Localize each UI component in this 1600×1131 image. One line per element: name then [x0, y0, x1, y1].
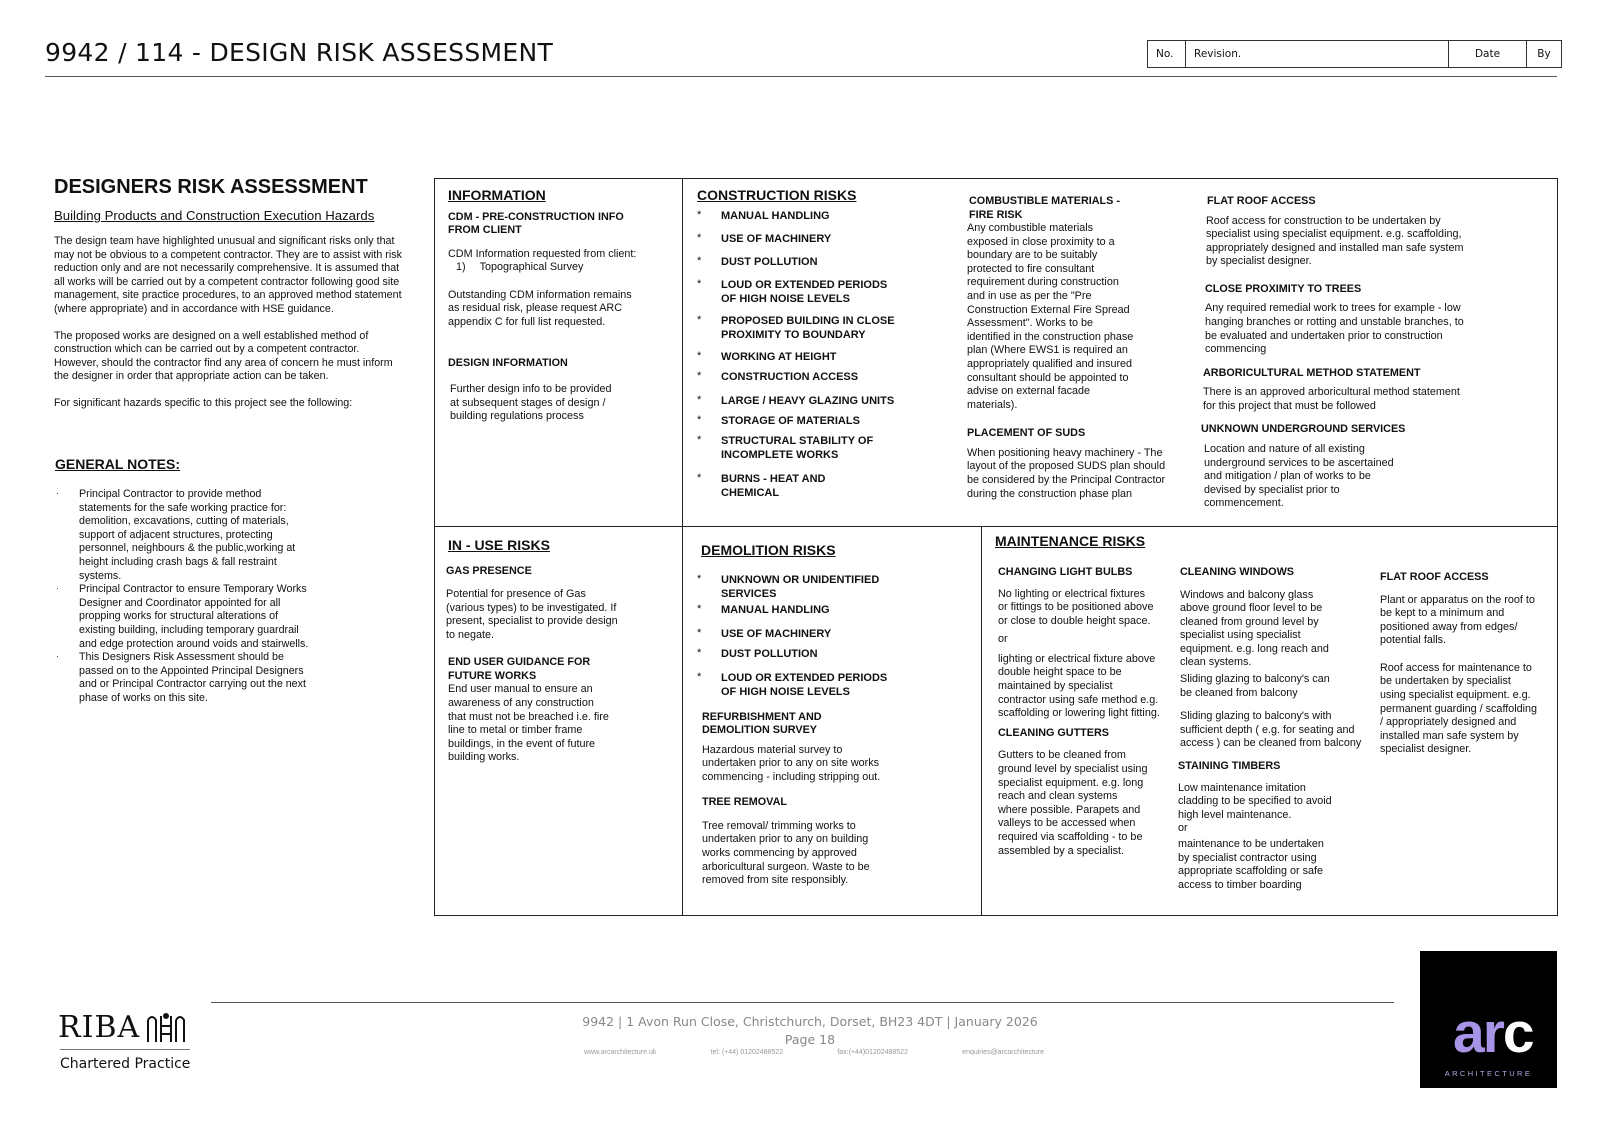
arb-heading: ARBORICULTURAL METHOD STATEMENT — [1203, 366, 1421, 379]
bulbs-heading: CHANGING LIGHT BULBS — [998, 566, 1133, 578]
text-line: Construction External Fire Spread — [967, 303, 1130, 316]
bullet: · — [56, 583, 59, 594]
risk-text: STORAGE OF MATERIALS — [721, 414, 860, 427]
text-line: Gutters to be cleaned from — [998, 749, 1126, 762]
text-line: REFURBISHMENT AND — [702, 710, 822, 723]
text-line: be cleaned from balcony — [1180, 686, 1298, 699]
risk-text: DUST POLLUTION — [721, 647, 818, 660]
maintenance-col-1 — [998, 566, 1178, 858]
text-line: or close to double height space. — [998, 614, 1151, 627]
text-line: contractor using safe method e.g. — [998, 693, 1159, 706]
windows-text-3 — [1178, 710, 1378, 751]
risk-text: CONSTRUCTION ACCESS — [721, 370, 859, 383]
text-line: personnel, neighbours & the public,working at — [79, 542, 296, 555]
risk-item — [697, 278, 947, 306]
text-line: be evaluated and undertaken prior to construction — [1205, 329, 1443, 342]
text-line: cleaned from ground level by — [1180, 615, 1319, 628]
refurb-heading — [697, 711, 967, 738]
intro-paragraph-1 — [54, 235, 428, 317]
revision-header: Revision. — [1186, 41, 1449, 68]
text-line: Sliding glazing to balcony's can — [1180, 673, 1330, 686]
maint-flat-roof-heading: FLAT ROOF ACCESS — [1380, 571, 1489, 583]
text-line: height including crash bags & fall restraint — [79, 555, 277, 568]
text-line: at subsequent stages of design / — [450, 396, 606, 409]
underground-text — [1203, 443, 1503, 511]
intro-heading: DESIGNERS RISK ASSESSMENT — [54, 176, 368, 198]
risk-grid — [434, 178, 1558, 916]
text-line: lighting or electrical fixture above — [998, 652, 1156, 665]
suds-heading: PLACEMENT OF SUDS — [967, 427, 1086, 440]
construction-right-section — [1203, 195, 1503, 511]
text-line: support of adjacent structures, protecting — [79, 528, 273, 541]
combustible-heading — [967, 195, 1187, 222]
text-line: access to timber boarding — [1178, 878, 1302, 891]
risk-text: PROXIMITY TO BOUNDARY — [721, 328, 866, 341]
windows-heading: CLEANING WINDOWS — [1180, 566, 1294, 578]
risk-text: INCOMPLETE WORKS — [721, 448, 839, 461]
footer-address: 9942 | 1 Avon Run Close, Christchurch, Dorset, BH23 4DT | January 2026 — [582, 1014, 1038, 1029]
bullet-star: * — [697, 471, 702, 484]
bullet-star: * — [697, 670, 702, 683]
bullet: · — [56, 488, 59, 498]
text-line: cladding to be specified to avoid — [1178, 795, 1332, 808]
text-line: Roof access for construction to be undertaken by — [1206, 214, 1441, 227]
website-link[interactable]: www.arcarchitecture.uk — [584, 1049, 657, 1056]
text-line: However, should the contractor find any area of concern he must inform — [54, 356, 393, 369]
intro-paragraph-2 — [54, 330, 428, 384]
tree-removal-heading: TREE REMOVAL — [702, 796, 787, 809]
text-line: specialist designer. — [1380, 743, 1472, 756]
in-use-risks-section — [448, 539, 673, 765]
text-line: ground level by specialist using — [998, 762, 1148, 775]
text-line: propping works for structural alterations of — [79, 610, 278, 623]
text-line: boundary are to be suitably — [967, 249, 1098, 262]
risk-item — [697, 394, 947, 408]
demolition-risks-section — [697, 544, 967, 888]
risk-text: OF HIGH NOISE LEVELS — [721, 685, 850, 698]
risk-item — [697, 434, 947, 462]
text-line: Any required remedial work to trees for example - low — [1205, 302, 1461, 315]
cdm-heading — [448, 211, 673, 238]
text-line: the designer in order that appropriate action can be taken. — [54, 370, 329, 383]
text-line: The design team have highlighted unusual and significant risks only that — [54, 235, 395, 247]
text-line: equipment. e.g. long reach and — [1180, 642, 1329, 655]
cdm-requested: CDM Information requested from client: — [448, 247, 637, 260]
text-line: be considered by the Principal Contractor — [967, 474, 1166, 486]
text-line: Roof access for maintenance to — [1380, 661, 1532, 674]
text-line: installed man safe system by — [1380, 729, 1519, 742]
riba-logo — [58, 1010, 198, 1072]
text-line: End user manual to ensure an — [448, 683, 593, 696]
underground-heading: UNKNOWN UNDERGROUND SERVICES — [1201, 423, 1406, 436]
combustible-text — [967, 222, 1187, 412]
risk-text: DUST POLLUTION — [721, 255, 818, 268]
text-line: positioned away from edges/ — [1380, 620, 1518, 633]
risk-text: USE OF MACHINERY — [721, 232, 832, 245]
general-note-text — [79, 651, 306, 704]
text-line: buildings, in the event of future — [448, 737, 596, 750]
text-line: specialist equipment. e.g. long — [998, 776, 1144, 789]
bullet-star: * — [697, 646, 702, 659]
arc-logo — [1420, 951, 1557, 1088]
demolition-risk-list — [697, 573, 967, 699]
text-line: underground services to be ascertained — [1204, 456, 1394, 469]
revision-date-header: Date — [1449, 41, 1527, 68]
text-line: Assessment". Works to be — [967, 317, 1094, 330]
grid-divider — [435, 526, 1557, 527]
gutters-heading: CLEANING GUTTERS — [998, 726, 1109, 739]
bullet-star: * — [697, 208, 702, 221]
bulbs-text-2 — [998, 653, 1178, 721]
bulbs-or: or — [998, 633, 1008, 646]
logo-letters-accent: ar — [1453, 1001, 1503, 1065]
windows-text-1 — [1178, 589, 1378, 671]
text-line: arboricultural surgeon. Waste to be — [702, 860, 870, 873]
intro-section — [54, 176, 428, 424]
maintenance-col-2 — [1178, 566, 1378, 892]
risk-text: LARGE / HEAVY GLAZING UNITS — [721, 394, 895, 407]
cdm-item-text: Topographical Survey — [479, 261, 584, 274]
bullet: · — [56, 651, 59, 662]
text-line: END USER GUIDANCE FOR — [448, 656, 591, 669]
tree-removal-text — [697, 820, 967, 888]
maintenance-col-3 — [1380, 571, 1558, 757]
bullet-star: * — [697, 254, 702, 267]
text-line: DEMOLITION SURVEY — [702, 724, 817, 736]
gas-text — [446, 588, 673, 642]
demolition-title: DEMOLITION RISKS — [701, 542, 836, 558]
text-line: Sliding glazing to balcony's with — [1180, 710, 1332, 723]
text-line: appropriate scaffolding or safe — [1178, 865, 1324, 878]
text-line: demolition, excavations, cutting of materials, — [79, 515, 289, 528]
text-line: CDM - PRE-CONSTRUCTION INFO — [448, 210, 624, 223]
text-line: (where appropriate) and in accordance with HSE guidance. — [54, 302, 334, 315]
risk-text: USE OF MACHINERY — [721, 627, 832, 640]
text-line: by specialist contractor using — [1178, 851, 1317, 864]
text-line: and edge protection around voids and stairwells. — [79, 637, 309, 650]
text-line: No lighting or electrical fixtures — [998, 587, 1146, 600]
risk-item — [697, 671, 967, 699]
text-line: exposed in close proximity to a — [967, 235, 1115, 248]
bullet-star: * — [697, 393, 702, 406]
text-line: clean systems. — [1180, 656, 1252, 669]
design-info-heading: DESIGN INFORMATION — [448, 357, 568, 370]
text-line: building regulations process — [450, 410, 584, 423]
text-line: above ground floor level to be — [1180, 602, 1323, 615]
text-line: line to metal or timber frame — [448, 724, 583, 737]
risk-item — [697, 255, 947, 269]
intro-paragraph-3: For significant hazards specific to this project see the following: — [54, 396, 353, 409]
logo-wordmark — [1453, 1003, 1533, 1063]
construction-title: CONSTRUCTION RISKS — [697, 187, 857, 203]
text-line: as residual risk, please request ARC — [448, 302, 623, 315]
intro-subheading: Building Products and Construction Execution Hazards — [54, 208, 375, 223]
general-notes-list — [55, 488, 345, 706]
text-line: plan (Where EWS1 is required an — [967, 344, 1128, 357]
general-notes-heading: GENERAL NOTES: — [55, 456, 180, 472]
construction-risk-list — [697, 209, 947, 500]
text-line: for this project that must be followed — [1203, 399, 1376, 412]
timbers-text-1 — [1178, 782, 1378, 823]
page-title: 9942 / 114 - DESIGN RISK ASSESSMENT — [45, 38, 554, 67]
fax: fax:(+44)01202488522 — [837, 1049, 908, 1056]
risk-text: BURNS - HEAT AND — [721, 472, 826, 485]
risk-item — [697, 603, 967, 617]
text-line: building works. — [448, 751, 520, 764]
text-line: that must not be breached i.e. fire — [448, 710, 609, 723]
maint-flat-roof-text-1 — [1380, 594, 1558, 648]
design-info-text — [448, 383, 673, 424]
bullet-star: * — [697, 572, 702, 585]
bullet-star: * — [697, 413, 702, 426]
risk-item — [697, 350, 947, 364]
text-line: / appropriately designed and — [1380, 716, 1517, 729]
text-line: be kept to a minimum and — [1380, 607, 1505, 620]
windows-text-2 — [1178, 673, 1378, 700]
text-line: be undertaken by specialist — [1380, 675, 1511, 688]
flat-roof-heading: FLAT ROOF ACCESS — [1207, 195, 1316, 207]
text-line: specialist using specialist — [1180, 629, 1301, 642]
text-line: When positioning heavy machinery - The — [967, 446, 1163, 459]
risk-item — [697, 627, 967, 641]
refurb-text — [697, 744, 967, 785]
riba-subtitle: Chartered Practice — [60, 1056, 191, 1072]
risk-text: WORKING AT HEIGHT — [721, 350, 837, 363]
text-line: The proposed works are designed on a well established method of — [54, 329, 369, 342]
risk-text: STRUCTURAL STABILITY OF — [721, 434, 874, 447]
risk-item — [697, 573, 967, 601]
outstanding-cdm — [448, 289, 673, 330]
text-line: Designer and Coordinator appointed for all — [79, 596, 281, 609]
text-line: phase of works on this site. — [79, 691, 208, 704]
text-line: Outstanding CDM information remains — [448, 288, 632, 301]
text-line: existing building, including temporary guardrail — [79, 623, 299, 636]
text-line: works commencing by approved — [702, 846, 857, 859]
text-line: Tree removal/ trimming works to — [702, 819, 856, 832]
text-line: (various types) to be investigated. If — [446, 601, 617, 614]
bullet-star: * — [697, 277, 702, 290]
risk-text: SERVICES — [721, 587, 777, 600]
text-line: appendix C for full list requested. — [448, 315, 606, 328]
timbers-or: or — [1178, 822, 1188, 835]
text-line: specialist using specialist equipment. e.g. scaffolding, — [1206, 228, 1462, 241]
text-line: maintenance to be undertaken — [1178, 837, 1324, 850]
risk-item — [697, 232, 947, 246]
bullet-star: * — [697, 602, 702, 615]
text-line: and in use as per the "Pre — [967, 289, 1092, 302]
text-line: present, specialist to provide design — [446, 615, 618, 628]
flat-roof-text — [1203, 215, 1503, 269]
text-line: identified in the construction phase — [967, 330, 1134, 343]
combustible-section — [967, 195, 1187, 501]
grid-divider — [981, 526, 982, 915]
in-use-title: IN - USE RISKS — [448, 537, 550, 553]
arb-text — [1203, 386, 1503, 413]
text-line: scaffolding or lowering light fitting. — [998, 707, 1160, 720]
risk-text: LOUD OR EXTENDED PERIODS — [721, 278, 888, 291]
text-line: There is an approved arboricultural method statement — [1203, 386, 1460, 399]
maintenance-title: MAINTENANCE RISKS — [995, 533, 1146, 549]
maint-flat-roof-text-2 — [1380, 662, 1558, 757]
text-line: FUTURE WORKS — [448, 669, 537, 682]
text-line: layout of the proposed SUDS plan should — [967, 460, 1166, 473]
revision-table — [1147, 40, 1562, 68]
text-line: Principal Contractor to provide method — [79, 488, 262, 500]
bullet-star: * — [697, 433, 702, 446]
text-line: commencement. — [1204, 497, 1284, 510]
text-line: by specialist designer. — [1206, 255, 1312, 268]
bullet-star: * — [697, 231, 702, 244]
text-line: undertaken prior to any on building — [702, 833, 869, 846]
general-note-text — [79, 488, 295, 582]
text-line: Any combustible materials — [967, 222, 1094, 234]
text-line: passed on to the Appointed Principal Designers — [79, 664, 304, 677]
text-line: reduction only and are not necessarily comprehensive. It is assumed that — [54, 262, 400, 275]
text-line: Plant or apparatus on the roof to — [1380, 593, 1535, 606]
text-line: devised by specialist prior to — [1204, 483, 1340, 496]
text-line: maintained by specialist — [998, 680, 1113, 693]
construction-risks-section — [697, 189, 947, 500]
text-line: Windows and balcony glass — [1180, 588, 1314, 601]
text-line: systems. — [79, 569, 122, 582]
logo-letters — [1453, 1001, 1533, 1065]
risk-text: OF HIGH NOISE LEVELS — [721, 292, 850, 305]
risk-item — [697, 647, 967, 661]
text-line: required via scaffolding - to be — [998, 830, 1143, 843]
timbers-text-2 — [1178, 838, 1378, 892]
general-note-item — [55, 583, 345, 651]
information-title: INFORMATION — [448, 187, 546, 203]
text-line: Further design info to be provided — [450, 382, 612, 395]
text-line: access ) can be cleaned from balcony — [1180, 737, 1362, 750]
text-line: commencing - including stripping out. — [702, 770, 881, 783]
risk-text: UNKNOWN OR UNIDENTIFIED — [721, 573, 880, 586]
text-line: and or Principal Contractor carrying out the next — [79, 678, 306, 691]
text-line: removed from site responsibly. — [702, 874, 849, 887]
footer-divider — [211, 1002, 1394, 1003]
trees-heading: CLOSE PROXIMITY TO TREES — [1205, 282, 1362, 295]
text-line: and mitigation / plan of works to be — [1204, 470, 1371, 483]
text-line: double height space to be — [998, 666, 1122, 679]
page-number: Page 18 — [784, 1032, 836, 1047]
text-line: to negate. — [446, 628, 495, 641]
text-line: Hazardous material survey to — [702, 743, 843, 756]
bullet-star: * — [697, 626, 702, 639]
text-line: undertaken prior to any on site works — [702, 757, 880, 770]
bullet-star: * — [697, 369, 702, 382]
text-line: potential falls. — [1380, 634, 1447, 647]
text-line: FIRE RISK — [969, 208, 1023, 221]
risk-text: PROPOSED BUILDING IN CLOSE — [721, 314, 895, 327]
guidance-text — [448, 683, 673, 765]
text-line: high level maintenance. — [1178, 808, 1292, 821]
revision-no-header: No. — [1148, 41, 1186, 68]
title-divider — [45, 76, 1557, 77]
riba-rule — [60, 1049, 190, 1050]
text-line: FROM CLIENT — [448, 224, 522, 236]
text-line: all works will be carried out by a competent contractor following good site — [54, 275, 400, 288]
text-line: materials). — [967, 398, 1018, 411]
general-note-text — [79, 583, 308, 649]
text-line: assembled by a specialist. — [998, 844, 1125, 857]
text-line: requirement during construction — [967, 276, 1119, 289]
general-note-item — [55, 651, 345, 705]
maintenance-risks-section — [995, 535, 1555, 549]
text-line: sufficient depth ( e.g. for seating and — [1180, 723, 1355, 736]
risk-text: MANUAL HANDLING — [721, 603, 830, 616]
text-line: where possible. Parapets and — [998, 803, 1141, 816]
logo-subtitle: ARCHITECTURE — [1444, 1069, 1533, 1078]
text-line: protected to fire consultant — [967, 262, 1095, 275]
text-line: advise on external facade — [967, 385, 1091, 398]
gas-heading: GAS PRESENCE — [446, 564, 532, 577]
information-section — [448, 189, 673, 424]
text-line: management, site practice procedures, to an approved method statement — [54, 289, 402, 302]
risk-item — [697, 370, 947, 384]
text-line: This Designers Risk Assessment should be — [79, 651, 284, 664]
text-line: appropriately designed and installed man safe system — [1206, 241, 1464, 254]
text-line: construction which can be carried out by a competent contractor. — [54, 343, 360, 356]
revision-by-header: By — [1527, 41, 1562, 68]
text-line: appropriately qualified and insured — [967, 357, 1133, 370]
risk-item — [697, 472, 947, 500]
text-line: Low maintenance imitation — [1178, 781, 1306, 794]
risk-item — [697, 414, 947, 428]
riba-wordmark: RIBA — [58, 1010, 141, 1045]
text-line: Location and nature of all existing — [1204, 442, 1365, 455]
text-line: Potential for presence of Gas — [446, 588, 586, 600]
bullet-star: * — [697, 349, 702, 362]
risk-text: MANUAL HANDLING — [721, 209, 830, 222]
timbers-heading: STAINING TIMBERS — [1178, 760, 1281, 773]
risk-text: LOUD OR EXTENDED PERIODS — [721, 671, 888, 684]
text-line: COMBUSTIBLE MATERIALS - — [969, 195, 1120, 207]
risk-item — [697, 209, 947, 223]
risk-text: CHEMICAL — [721, 486, 780, 499]
text-line: valleys to be accessed when — [998, 817, 1136, 830]
cdm-item — [448, 261, 673, 275]
footer-contacts — [584, 1049, 1044, 1056]
text-line: awareness of any construction — [448, 696, 594, 709]
general-note-item — [55, 488, 345, 583]
gutters-text — [998, 749, 1178, 858]
suds-text — [967, 447, 1187, 501]
text-line: using specialist equipment. e.g. — [1380, 689, 1531, 702]
text-line: statements for the safe working practice for: — [79, 501, 287, 514]
text-line: hanging branches or rotting and unstable branches, to — [1205, 315, 1464, 328]
text-line: permanent guarding / scaffolding — [1380, 702, 1538, 715]
text-line: commencing — [1205, 343, 1267, 356]
email-link[interactable]: enquiries@arcarchitecture — [962, 1049, 1044, 1056]
telephone: tel: (+44) 01202488522 — [710, 1049, 784, 1056]
grid-divider — [682, 179, 683, 915]
guidance-heading — [448, 656, 673, 683]
risk-item — [697, 314, 947, 342]
cdm-item-number: 1) — [456, 261, 466, 274]
text-line: may not be obvious to a competent contractor. They are to assist with risk — [54, 248, 402, 261]
riba-crest-icon — [144, 1012, 188, 1044]
bullet-star: * — [697, 313, 702, 326]
text-line: reach and clean systems — [998, 790, 1118, 803]
logo-letters-white: c — [1502, 1001, 1533, 1065]
text-line: during the construction phase plan — [967, 487, 1133, 500]
trees-text — [1203, 302, 1503, 356]
text-line: or fittings to be positioned above — [998, 601, 1154, 614]
bulbs-text-1 — [998, 588, 1178, 629]
text-line: Principal Contractor to ensure Temporary Works — [79, 583, 307, 596]
text-line: consultant should be appointed to — [967, 371, 1129, 384]
